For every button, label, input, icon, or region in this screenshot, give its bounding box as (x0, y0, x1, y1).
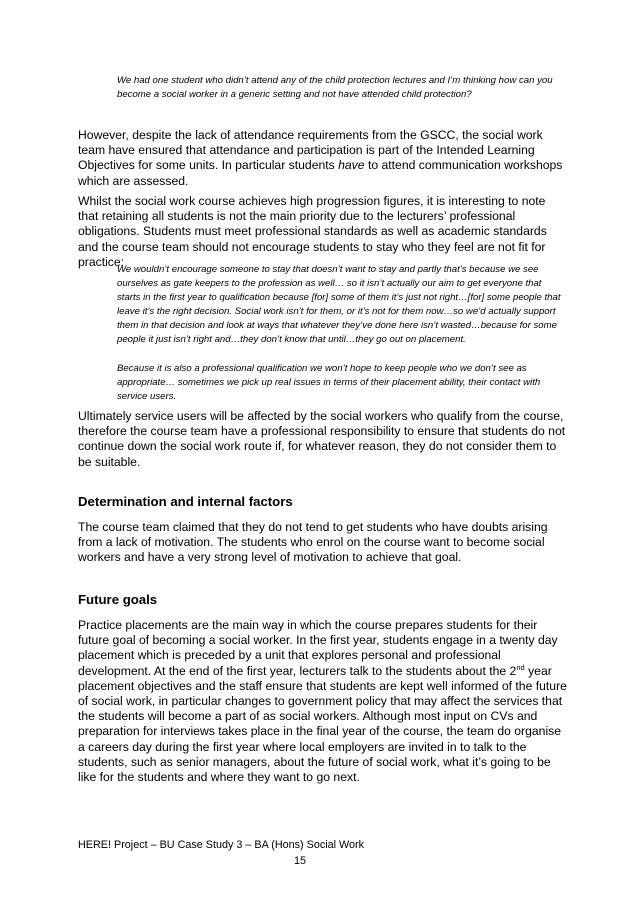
quote-professional-qualification: Because it is also a professional qualification we won’t hope to keep people who we don’t see as appropriate… sometimes we pick up real issues in terms of their placement ability, their contact with service users. (117, 363, 541, 402)
quote-child-protection: We had one student who didn’t attend any of the child protection lectures and I’m thinking how can you become a social worker in a generic setting and not have attended child protection? (117, 75, 553, 100)
paragraph-attendance (78, 128, 568, 189)
page-number: 15 (293, 855, 306, 867)
paragraph-attendance-emphasis: have (338, 158, 365, 173)
paragraph-attendance-part1: However, despite the lack of attendance requirements from the GSCC, the social work team have ensured that attendance and participation is part of the Intended Learning Objectives for some units. In particular students (78, 128, 543, 173)
paragraph-progression: Whilst the social work course achieves high progression figures, it is interesting to note that retaining all students is not the main priority due to the lecturers’ professional obligations. Students must meet professional standards as well as academic standards and the course team should not encourage students to stay who they feel are not fit for practice: (78, 194, 547, 269)
quote-gate-keepers: We wouldn’t encourage someone to stay that doesn’t want to stay and partly that’s because we see ourselves as gate keepers to the profession as well… so it isn’t actually our aim to get everyone that starts in the first year to qualification because [for] some of them it’s just not right…[for] some people that leave it’s the right decision. Social work isn’t for them, or it’s not for them now…so we’d actually support them in that decision and look at ways that whatever they’ve done here isn’t wasted…because for some people it just isn’t right and…they don’t know that until…they go out on placement. (117, 264, 561, 345)
paragraph-placements-part1: Practice placements are the main way in which the course prepares students for their future goal of becoming a social worker. In the first year, students engage in a twenty day placement which is preceded by a unit that explores personal and professional development. At the end of the first year, lecturers talk to the students about the 2 (78, 618, 558, 678)
paragraph-motivation: The course team claimed that they do not tend to get students who have doubts arising from a lack of motivation. The students who enrol on the course want to become social workers and have a very strong level of motivation to achieve that goal. (78, 520, 548, 565)
paragraph-practice-placements (78, 618, 568, 785)
paragraph-attendance-part2: to attend communication workshops which are assessed. (78, 158, 563, 188)
heading-future-goals: Future goals (78, 592, 158, 607)
ordinal-superscript: nd (516, 662, 525, 672)
paragraph-placements-part2: year placement objectives and the staff ensure that students are kept well informed of the future of social work, in particular changes to government policy that may affect the services that the students will become a part of as social workers. Although most input on CVs and preparation for interviews takes place in the final year of the course, the team do organise a careers day during the first year where local employers are invited in to talk to the students, such as senior managers, about the future of social work, what it’s going to be like for the students and where they want to go next. (78, 663, 567, 785)
paragraph-service-users: Ultimately service users will be affected by the social workers who qualify from the course, therefore the course team have a professional responsibility to ensure that students do not continue down the social work route if, for whatever reason, they do not consider them to be suitable. (78, 409, 566, 469)
footer-text: HERE! Project – BU Case Study 3 – BA (Hons) Social Work (78, 839, 365, 851)
heading-determination: Determination and internal factors (78, 494, 293, 509)
